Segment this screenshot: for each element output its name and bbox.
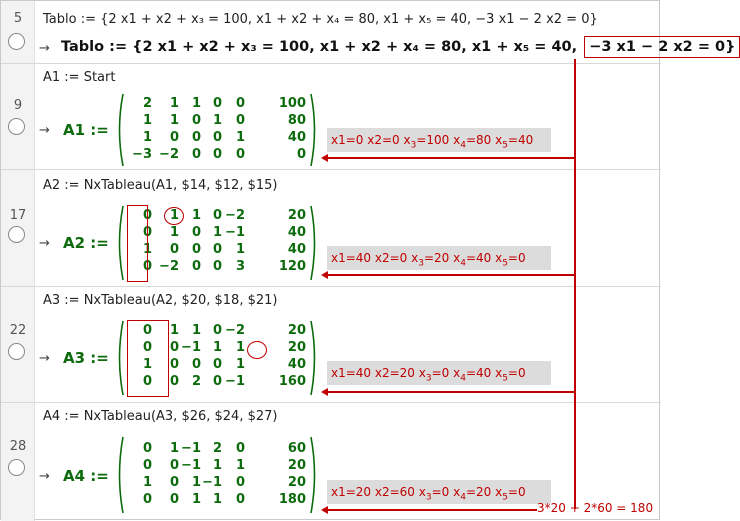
matrix-entry: 0 (296, 147, 306, 162)
matrix-entry: 1 (142, 357, 152, 372)
matrix-entry: 100 (278, 96, 306, 111)
tableau-matrix (119, 208, 329, 276)
matrix-entry: 1 (169, 96, 179, 111)
tableau-matrix (119, 96, 329, 164)
note-subscript: 4 (460, 140, 466, 151)
matrix-entry: 20 (287, 458, 306, 473)
solution-note (327, 480, 551, 504)
annotation-vertical-line (574, 59, 576, 159)
matrix-entry: 80 (287, 113, 306, 128)
matrix-entry: 0 (235, 492, 245, 507)
matrix-entry: 1 (191, 492, 201, 507)
note-subscript: 4 (460, 373, 466, 384)
tableau-matrix (119, 441, 329, 509)
cas-cell-9[interactable] (1, 64, 661, 170)
matrix-entry: 1 (235, 357, 245, 372)
matrix-entry: 0 (142, 492, 152, 507)
note-text: =20 x (423, 251, 461, 265)
note-subscript: 5 (502, 140, 508, 151)
output-main-text: Tablo := {2 x1 + x2 + x₃ = 100, x1 + x2 + x₄ = 80, x1 + x₅ = 40, (61, 39, 578, 55)
matrix-entry: 0 (191, 259, 201, 274)
matrix-entry: 1 (169, 323, 179, 338)
note-subscript: 5 (502, 373, 508, 384)
note-subscript: 4 (460, 258, 466, 269)
matrix-row (119, 208, 329, 225)
note-text: =0 x (431, 366, 461, 380)
pivot-element-highlight (247, 341, 267, 359)
matrix-entry: 1 (212, 492, 222, 507)
row-number: 28 (9, 439, 27, 454)
matrix-entry: 0 (142, 458, 152, 473)
matrix-entry: 1 (169, 225, 179, 240)
matrix-entry: 1 (142, 130, 152, 145)
note-text: =100 x (416, 133, 461, 147)
output-label: A4 := (63, 467, 109, 485)
cell-radio-button[interactable] (8, 33, 25, 50)
matrix-entry: 3 (235, 259, 245, 274)
matrix-row (119, 96, 329, 113)
matrix-row (119, 492, 329, 509)
matrix-entry: 0 (212, 357, 222, 372)
matrix-entry: 0 (191, 357, 201, 372)
matrix-entry: 40 (287, 225, 306, 240)
note-subscript: 4 (460, 492, 466, 503)
matrix-entry: 0 (142, 259, 152, 274)
matrix-entry: 0 (191, 225, 201, 240)
arrowhead-a2 (321, 271, 328, 279)
cas-cell-17[interactable] (1, 170, 661, 287)
matrix-entry: 0 (142, 225, 152, 240)
matrix-entry: 1 (212, 340, 222, 355)
cell-radio-button[interactable] (8, 459, 25, 476)
output-arrow-icon: → (39, 236, 50, 251)
cell-output (61, 39, 740, 55)
matrix-entry: 0 (169, 340, 179, 355)
matrix-entry: −1 (202, 475, 222, 490)
note-subscript: 5 (502, 258, 508, 269)
cell-input[interactable]: A4 := NxTableau(A3, $26, $24, $27) (43, 409, 278, 424)
matrix-entry: 20 (287, 475, 306, 490)
row-number: 17 (9, 208, 27, 223)
matrix-entry: 0 (235, 441, 245, 456)
cas-cell-22[interactable] (1, 287, 661, 403)
matrix-entry: 0 (142, 208, 152, 223)
annotation-line-a3 (327, 391, 576, 393)
arrowhead-a3 (321, 388, 328, 396)
annotation-vertical-line-lower (574, 393, 576, 509)
matrix-entry: 0 (191, 130, 201, 145)
matrix-entry: 40 (287, 242, 306, 257)
output-arrow-icon: → (39, 41, 50, 56)
matrix-entry: 40 (287, 130, 306, 145)
matrix-entry: 1 (212, 225, 222, 240)
matrix-entry: 60 (287, 441, 306, 456)
row-number: 9 (13, 98, 23, 113)
note-subscript: 3 (410, 140, 417, 151)
note-text: =0 x (431, 485, 461, 499)
note-subscript: 5 (502, 492, 508, 503)
matrix-row (119, 147, 329, 164)
solution-note (327, 361, 551, 385)
matrix-entry: 120 (278, 259, 306, 274)
matrix-entry: 0 (169, 475, 179, 490)
cas-cell-5[interactable] (1, 1, 736, 64)
note-text: =40 x (465, 366, 503, 380)
annotation-vertical-line (574, 159, 576, 393)
note-text: x1=40 x2=0 x (331, 251, 419, 265)
matrix-entry: 1 (142, 113, 152, 128)
matrix-entry: 1 (142, 242, 152, 257)
matrix-entry: 20 (287, 340, 306, 355)
matrix-entry: 0 (169, 242, 179, 257)
matrix-entry: 0 (212, 374, 222, 389)
cell-input[interactable]: Tablo := {2 x1 + x2 + x₃ = 100, x1 + x2 + x₄ = 80, x1 + x₅ = 40, −3 x1 − 2 x2 = 0} (43, 12, 598, 27)
matrix-row (119, 113, 329, 130)
matrix-entry: −1 (225, 374, 245, 389)
matrix-entry: 0 (235, 147, 245, 162)
output-label: A2 := (63, 234, 109, 252)
note-text: =0 (507, 366, 526, 380)
matrix-entry: 1 (235, 458, 245, 473)
matrix-entry: −1 (181, 458, 201, 473)
cell-radio-button[interactable] (8, 118, 25, 135)
matrix-row (119, 458, 329, 475)
output-label: A3 := (63, 349, 109, 367)
matrix-entry: 0 (212, 323, 222, 338)
note-subscript: 3 (425, 492, 432, 503)
annotation-line-a4 (327, 509, 537, 511)
matrix-entry: 1 (191, 323, 201, 338)
matrix-row (119, 259, 329, 276)
matrix-entry: −2 (225, 208, 245, 223)
cell-input[interactable]: A3 := NxTableau(A2, $20, $18, $21) (43, 293, 278, 308)
matrix-entry: 20 (287, 208, 306, 223)
matrix-entry: −3 (132, 147, 152, 162)
note-text: =40 x (465, 251, 503, 265)
pivot-column-highlight (127, 205, 148, 282)
matrix-entry: 1 (169, 441, 179, 456)
matrix-entry: 160 (278, 374, 306, 389)
matrix-entry: 1 (235, 340, 245, 355)
matrix-entry: 0 (169, 458, 179, 473)
objective-calculation-note: 3*20 + 2*60 = 180 (537, 501, 654, 515)
matrix-row (119, 225, 329, 242)
note-text: x1=40 x2=20 x (331, 366, 426, 380)
matrix-entry: 0 (212, 96, 222, 111)
matrix-entry: 0 (212, 242, 222, 257)
matrix-entry: 1 (169, 208, 179, 223)
note-subscript: 3 (418, 258, 424, 269)
note-text: =0 (507, 485, 526, 499)
annotation-line-a2 (327, 274, 576, 276)
matrix-entry: 1 (191, 475, 201, 490)
matrix-entry: −1 (225, 225, 245, 240)
matrix-entry: 0 (212, 147, 222, 162)
matrix-entry: 20 (287, 323, 306, 338)
matrix-entry: 1 (212, 458, 222, 473)
cell-input[interactable]: A2 := NxTableau(A1, $14, $12, $15) (43, 178, 278, 193)
cell-radio-button[interactable] (8, 226, 25, 243)
solution-note (327, 246, 551, 270)
matrix-entry: 0 (169, 492, 179, 507)
matrix-row (119, 475, 329, 492)
matrix-row (119, 441, 329, 458)
output-arrow-icon: → (39, 351, 50, 366)
cell-input[interactable]: A1 := Start (43, 70, 116, 85)
matrix-entry: 0 (212, 259, 222, 274)
matrix-entry: −2 (159, 147, 179, 162)
matrix-entry: 0 (142, 340, 152, 355)
matrix-entry: 0 (142, 323, 152, 338)
matrix-entry: 0 (212, 130, 222, 145)
matrix-entry: 0 (169, 130, 179, 145)
matrix-entry: 0 (235, 475, 245, 490)
matrix-entry: −1 (181, 441, 201, 456)
matrix-entry: 1 (142, 475, 152, 490)
matrix-entry: 2 (191, 374, 201, 389)
note-text: x1=0 x2=0 x (331, 133, 411, 147)
matrix-entry: 1 (169, 113, 179, 128)
matrix-entry: 0 (191, 113, 201, 128)
annotation-line-a1 (327, 157, 576, 159)
matrix-entry: 40 (287, 357, 306, 372)
cell-radio-button[interactable] (8, 343, 25, 360)
solution-note (327, 128, 551, 152)
pivot-element-highlight (164, 207, 184, 225)
note-text: =40 (507, 133, 534, 147)
matrix-entry: −1 (181, 340, 201, 355)
basic-columns-highlight (127, 320, 169, 397)
matrix-entry: 0 (169, 374, 179, 389)
matrix-entry: 1 (212, 113, 222, 128)
note-text: =20 x (465, 485, 503, 499)
cell-gutter (1, 64, 35, 169)
matrix-entry: 0 (235, 96, 245, 111)
output-label: A1 := (63, 121, 109, 139)
matrix-entry: −2 (159, 259, 179, 274)
matrix-entry: 180 (278, 492, 306, 507)
matrix-entry: −2 (225, 323, 245, 338)
matrix-entry: 0 (169, 357, 179, 372)
matrix-entry: 0 (191, 147, 201, 162)
matrix-row (119, 242, 329, 259)
matrix-entry: 0 (142, 441, 152, 456)
note-text: =80 x (465, 133, 503, 147)
output-arrow-icon: → (39, 469, 50, 484)
row-number: 22 (9, 323, 27, 338)
matrix-entry: 0 (191, 242, 201, 257)
matrix-entry: 0 (142, 374, 152, 389)
arrowhead-a4 (321, 506, 328, 514)
matrix-entry: 0 (235, 113, 245, 128)
note-text: =0 (507, 251, 526, 265)
output-boxed-text: −3 x1 − 2 x2 = 0} (584, 36, 740, 58)
row-number: 5 (13, 11, 23, 26)
matrix-entry: 0 (212, 208, 222, 223)
matrix-entry: 1 (235, 242, 245, 257)
output-arrow-icon: → (39, 123, 50, 138)
matrix-entry: 1 (191, 96, 201, 111)
arrowhead-a1 (321, 154, 328, 162)
note-text: x1=20 x2=60 x (331, 485, 426, 499)
note-subscript: 3 (425, 373, 432, 384)
matrix-entry: 1 (235, 130, 245, 145)
matrix-row (119, 130, 329, 147)
matrix-entry: 2 (212, 441, 222, 456)
matrix-entry: 1 (191, 208, 201, 223)
matrix-entry: 2 (142, 96, 152, 111)
